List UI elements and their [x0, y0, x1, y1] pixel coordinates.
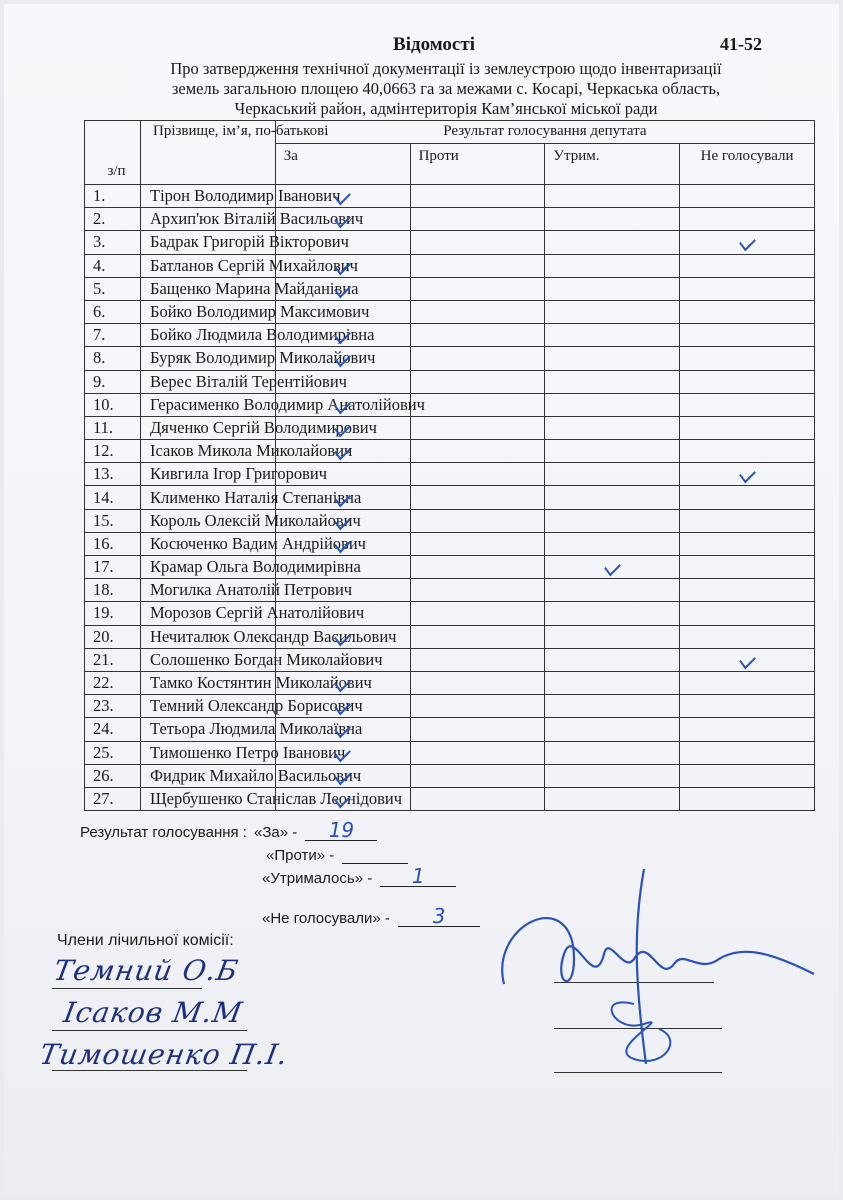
- vote-cell-utrym: [545, 556, 680, 579]
- row-number: 19.: [85, 602, 141, 625]
- vote-cell-utrym: [545, 718, 680, 741]
- row-number: 1.: [85, 185, 141, 208]
- vote-cell-ne: [680, 741, 815, 764]
- vote-cell-proty: [410, 185, 545, 208]
- vote-cell-ne: [680, 440, 815, 463]
- summary-ne-label: «Не голосували» -: [262, 910, 390, 927]
- vote-cell-utrym: [545, 300, 680, 323]
- vote-cell-za: [275, 463, 410, 486]
- table-row: [85, 532, 815, 555]
- deputy-name: Клименко Наталія Степанівна: [141, 486, 276, 509]
- checkmark-icon: [334, 326, 351, 345]
- vote-cell-proty: [410, 648, 545, 671]
- summary-proty: [266, 847, 408, 864]
- checkmark-icon: [334, 349, 351, 368]
- row-number: 8.: [85, 347, 141, 370]
- document-title: Відомості: [393, 34, 475, 55]
- row-number: 11.: [85, 416, 141, 439]
- checkmark-icon: [334, 535, 351, 554]
- deputy-name: Архип'юк Віталій Васильович: [141, 208, 276, 231]
- vote-cell-proty: [410, 532, 545, 555]
- header-proty: Проти: [410, 144, 545, 185]
- row-number: 18.: [85, 579, 141, 602]
- signature-stroke: [502, 918, 814, 984]
- vote-cell-utrym: [545, 764, 680, 787]
- vote-cell-za: [275, 208, 410, 231]
- table-row: [85, 718, 815, 741]
- table-row: [85, 764, 815, 787]
- vote-cell-proty: [410, 602, 545, 625]
- deputy-name: Дяченко Сергій Володимирович: [141, 416, 276, 439]
- checkmark-icon: [334, 790, 351, 809]
- vote-cell-ne: [680, 556, 815, 579]
- vote-cell-utrym: [545, 254, 680, 277]
- vote-cell-utrym: [545, 602, 680, 625]
- vote-cell-ne: [680, 370, 815, 393]
- document-page: [4, 4, 839, 1196]
- deputy-name: Темний Олександр Борисович: [141, 695, 276, 718]
- summary-ne-value: 3: [432, 904, 446, 928]
- subtitle-line: Черкаський район, адмінтериторія Кам’янської міської ради: [234, 99, 658, 118]
- row-number: 10.: [85, 393, 141, 416]
- vote-cell-proty: [410, 208, 545, 231]
- chair-signature-scribble: [484, 864, 834, 1084]
- summary-za-label: «За» -: [254, 824, 298, 841]
- vote-cell-ne: [680, 277, 815, 300]
- vote-cell-za: [275, 718, 410, 741]
- vote-cell-za: [275, 671, 410, 694]
- table-row: [85, 463, 815, 486]
- deputy-name: Фидрик Михайло Васильович: [141, 764, 276, 787]
- row-number: 13.: [85, 463, 141, 486]
- header-utrym: Утрим.: [545, 144, 680, 185]
- table-row: [85, 277, 815, 300]
- row-number: 3.: [85, 231, 141, 254]
- vote-cell-proty: [410, 718, 545, 741]
- deputy-name: Щербушенко Станіслав Леонідович: [141, 787, 276, 810]
- header-za: За: [275, 144, 410, 185]
- vote-cell-ne: [680, 254, 815, 277]
- commission-label: Члени лічильної комісії:: [57, 932, 234, 949]
- vote-cell-za: [275, 787, 410, 810]
- vote-cell-proty: [410, 440, 545, 463]
- subtitle-line: Про затвердження технічної документації із землеустрою щодо інвентаризації: [170, 59, 722, 78]
- deputy-name: Батланов Сергій Михайлович: [141, 254, 276, 277]
- subtitle-line: земель загальною площею 40,0663 га за межами с. Косарі, Черкаська область,: [171, 79, 721, 98]
- vote-cell-utrym: [545, 671, 680, 694]
- commission-signature-1: Темний О.Б: [51, 954, 242, 987]
- vote-cell-utrym: [545, 787, 680, 810]
- vote-cell-ne: [680, 695, 815, 718]
- vote-cell-za: [275, 370, 410, 393]
- vote-cell-za: [275, 185, 410, 208]
- vote-cell-ne: [680, 231, 815, 254]
- deputy-name: Косюченко Вадим Андрійович: [141, 532, 276, 555]
- deputy-name: Король Олексій Миколайович: [141, 509, 276, 532]
- vote-cell-ne: [680, 532, 815, 555]
- vote-cell-utrym: [545, 509, 680, 532]
- vote-cell-ne: [680, 324, 815, 347]
- vote-cell-proty: [410, 324, 545, 347]
- deputy-name: Бойко Людмила Володимирівна: [141, 324, 276, 347]
- table-row: [85, 231, 815, 254]
- vote-cell-utrym: [545, 625, 680, 648]
- deputy-name: Верес Віталій Терентійович: [141, 370, 276, 393]
- vote-cell-za: [275, 579, 410, 602]
- checkmark-icon: [334, 743, 351, 762]
- row-number: 16.: [85, 532, 141, 555]
- summary-utrym: [262, 864, 456, 888]
- vote-cell-proty: [410, 300, 545, 323]
- checkmark-icon: [334, 720, 351, 739]
- vote-cell-utrym: [545, 347, 680, 370]
- row-number: 15.: [85, 509, 141, 532]
- row-number: 9.: [85, 370, 141, 393]
- row-number: 4.: [85, 254, 141, 277]
- vote-cell-proty: [410, 509, 545, 532]
- vote-cell-utrym: [545, 486, 680, 509]
- row-number: 20.: [85, 625, 141, 648]
- table-row: [85, 579, 815, 602]
- vote-cell-za: [275, 556, 410, 579]
- vote-cell-utrym: [545, 208, 680, 231]
- vote-cell-za: [275, 486, 410, 509]
- table-row: [85, 787, 815, 810]
- commission-signature-2: Ісаков М.М: [61, 996, 246, 1029]
- table-row: [85, 671, 815, 694]
- vote-cell-ne: [680, 416, 815, 439]
- deputy-name: Тірон Володимир Іванович: [141, 185, 276, 208]
- deputy-name: Могилка Анатолій Петрович: [141, 579, 276, 602]
- summary-ne: [262, 904, 480, 928]
- vote-cell-utrym: [545, 648, 680, 671]
- checkmark-icon: [334, 511, 351, 530]
- row-number: 21.: [85, 648, 141, 671]
- deputy-name: Бадрак Григорій Вікторович: [141, 231, 276, 254]
- vote-cell-utrym: [545, 370, 680, 393]
- summary-za: [254, 818, 377, 842]
- summary-utrym-label: «Утрималось» -: [262, 870, 373, 887]
- vote-cell-za: [275, 393, 410, 416]
- deputy-name: Крамар Ольга Володимирівна: [141, 556, 276, 579]
- summary-proty-line: [342, 847, 408, 864]
- table-row: [85, 509, 815, 532]
- vote-cell-utrym: [545, 393, 680, 416]
- vote-cell-proty: [410, 370, 545, 393]
- table-row: [85, 254, 815, 277]
- vote-cell-za: [275, 695, 410, 718]
- deputy-name: Морозов Сергій Анатолійович: [141, 602, 276, 625]
- table-row: [85, 185, 815, 208]
- row-number: 5.: [85, 277, 141, 300]
- deputy-name: Тамко Костянтин Миколайович: [141, 671, 276, 694]
- vote-cell-proty: [410, 625, 545, 648]
- vote-cell-za: [275, 277, 410, 300]
- table-row: [85, 440, 815, 463]
- table-row: [85, 208, 815, 231]
- checkmark-icon: [334, 766, 351, 785]
- table-row: [85, 695, 815, 718]
- vote-cell-ne: [680, 185, 815, 208]
- summary-utrym-value: 1: [412, 864, 425, 888]
- table-row: [85, 347, 815, 370]
- deputy-name: Герасименко Володимир Анатолійович: [141, 393, 276, 416]
- deputy-name: Бащенко Марина Майданівна: [141, 277, 276, 300]
- vote-cell-proty: [410, 277, 545, 300]
- checkmark-icon: [334, 210, 351, 229]
- vote-cell-proty: [410, 695, 545, 718]
- vote-cell-utrym: [545, 185, 680, 208]
- row-number: 22.: [85, 671, 141, 694]
- row-number: 12.: [85, 440, 141, 463]
- vote-cell-proty: [410, 741, 545, 764]
- signature-line: [52, 988, 202, 989]
- checkmark-icon: [334, 256, 351, 275]
- vote-cell-za: [275, 625, 410, 648]
- table-row: [85, 486, 815, 509]
- vote-cell-utrym: [545, 440, 680, 463]
- vote-cell-ne: [680, 648, 815, 671]
- checkmark-icon: [334, 697, 351, 716]
- table-row: [85, 393, 815, 416]
- document-number: 41-52: [720, 34, 762, 54]
- vote-cell-utrym: [545, 741, 680, 764]
- vote-cell-ne: [680, 300, 815, 323]
- vote-cell-utrym: [545, 695, 680, 718]
- vote-cell-za: [275, 324, 410, 347]
- vote-cell-utrym: [545, 532, 680, 555]
- checkmark-icon: [334, 395, 351, 414]
- vote-cell-za: [275, 602, 410, 625]
- table-row: [85, 602, 815, 625]
- summary-za-line: [305, 818, 377, 842]
- vote-cell-za: [275, 347, 410, 370]
- vote-cell-za: [275, 532, 410, 555]
- vote-cell-utrym: [545, 579, 680, 602]
- header-ne: Не голосували: [680, 144, 815, 185]
- checkmark-icon: [334, 419, 351, 438]
- vote-cell-za: [275, 440, 410, 463]
- checkmark-icon: [334, 488, 351, 507]
- table-row: [85, 324, 815, 347]
- vote-cell-proty: [410, 254, 545, 277]
- vote-cell-proty: [410, 671, 545, 694]
- vote-cell-za: [275, 231, 410, 254]
- deputy-name: Нечиталюк Олександр Васильович: [141, 625, 276, 648]
- row-number: 24.: [85, 718, 141, 741]
- vote-cell-proty: [410, 787, 545, 810]
- vote-cell-proty: [410, 347, 545, 370]
- document-subtitle: [96, 59, 796, 119]
- deputy-name: Кивгила Ігор Григорович: [141, 463, 276, 486]
- deputy-name: Солошенко Богдан Миколайович: [141, 648, 276, 671]
- vote-cell-ne: [680, 486, 815, 509]
- checkmark-icon: [739, 651, 756, 670]
- table-row: [85, 741, 815, 764]
- summary-za-value: 19: [328, 818, 355, 842]
- header-name: Прізвище, ім’я, по-батькові: [141, 121, 276, 185]
- table-row: [85, 648, 815, 671]
- summary-proty-label: «Проти» -: [266, 847, 335, 864]
- vote-cell-utrym: [545, 324, 680, 347]
- header-number: з/п: [85, 121, 141, 185]
- vote-cell-ne: [680, 787, 815, 810]
- summary-label: Результат голосування :: [80, 824, 247, 841]
- vote-cell-za: [275, 509, 410, 532]
- deputy-name: Буряк Володимир Миколайович: [141, 347, 276, 370]
- row-number: 23.: [85, 695, 141, 718]
- row-number: 27.: [85, 787, 141, 810]
- checkmark-icon: [604, 558, 621, 577]
- vote-cell-za: [275, 300, 410, 323]
- checkmark-icon: [334, 187, 351, 206]
- header-vote-group: Результат голосування депутата: [275, 121, 814, 144]
- table-row: [85, 416, 815, 439]
- checkmark-icon: [334, 627, 351, 646]
- summary-utrym-line: [380, 864, 456, 888]
- vote-cell-proty: [410, 764, 545, 787]
- table-row: [85, 625, 815, 648]
- table-row: [85, 556, 815, 579]
- row-number: 26.: [85, 764, 141, 787]
- vote-cell-proty: [410, 579, 545, 602]
- checkmark-icon: [334, 280, 351, 299]
- vote-cell-ne: [680, 509, 815, 532]
- vote-cell-ne: [680, 393, 815, 416]
- signature-line: [52, 1030, 247, 1031]
- deputy-name: Бойко Володимир Максимович: [141, 300, 276, 323]
- vote-cell-proty: [410, 486, 545, 509]
- row-number: 25.: [85, 741, 141, 764]
- row-number: 17.: [85, 556, 141, 579]
- vote-cell-za: [275, 741, 410, 764]
- vote-cell-ne: [680, 602, 815, 625]
- vote-cell-proty: [410, 463, 545, 486]
- checkmark-icon: [334, 442, 351, 461]
- vote-cell-ne: [680, 208, 815, 231]
- row-number: 7.: [85, 324, 141, 347]
- checkmark-icon: [739, 233, 756, 252]
- vote-cell-za: [275, 254, 410, 277]
- vote-cell-utrym: [545, 231, 680, 254]
- row-number: 14.: [85, 486, 141, 509]
- deputy-name: Ісаков Микола Миколайович: [141, 440, 276, 463]
- vote-cell-za: [275, 648, 410, 671]
- voting-table: [84, 120, 815, 811]
- checkmark-icon: [739, 465, 756, 484]
- commission-signature-3: Тимошенко П.І.: [37, 1038, 291, 1071]
- vote-cell-proty: [410, 393, 545, 416]
- vote-cell-za: [275, 416, 410, 439]
- table-row: [85, 370, 815, 393]
- row-number: 6.: [85, 300, 141, 323]
- vote-cell-ne: [680, 347, 815, 370]
- vote-cell-ne: [680, 718, 815, 741]
- vote-cell-proty: [410, 416, 545, 439]
- vote-cell-proty: [410, 556, 545, 579]
- vote-cell-proty: [410, 231, 545, 254]
- deputy-name: Тетьора Людмила Миколаївна: [141, 718, 276, 741]
- vote-cell-ne: [680, 625, 815, 648]
- deputy-name: Тимошенко Петро Іванович: [141, 741, 276, 764]
- vote-cell-utrym: [545, 463, 680, 486]
- row-number: 2.: [85, 208, 141, 231]
- vote-cell-utrym: [545, 416, 680, 439]
- checkmark-icon: [334, 674, 351, 693]
- vote-cell-ne: [680, 579, 815, 602]
- vote-cell-ne: [680, 671, 815, 694]
- vote-cell-ne: [680, 463, 815, 486]
- vote-cell-utrym: [545, 277, 680, 300]
- vote-cell-za: [275, 764, 410, 787]
- table-row: [85, 300, 815, 323]
- summary-ne-line: [398, 904, 480, 928]
- vote-cell-ne: [680, 764, 815, 787]
